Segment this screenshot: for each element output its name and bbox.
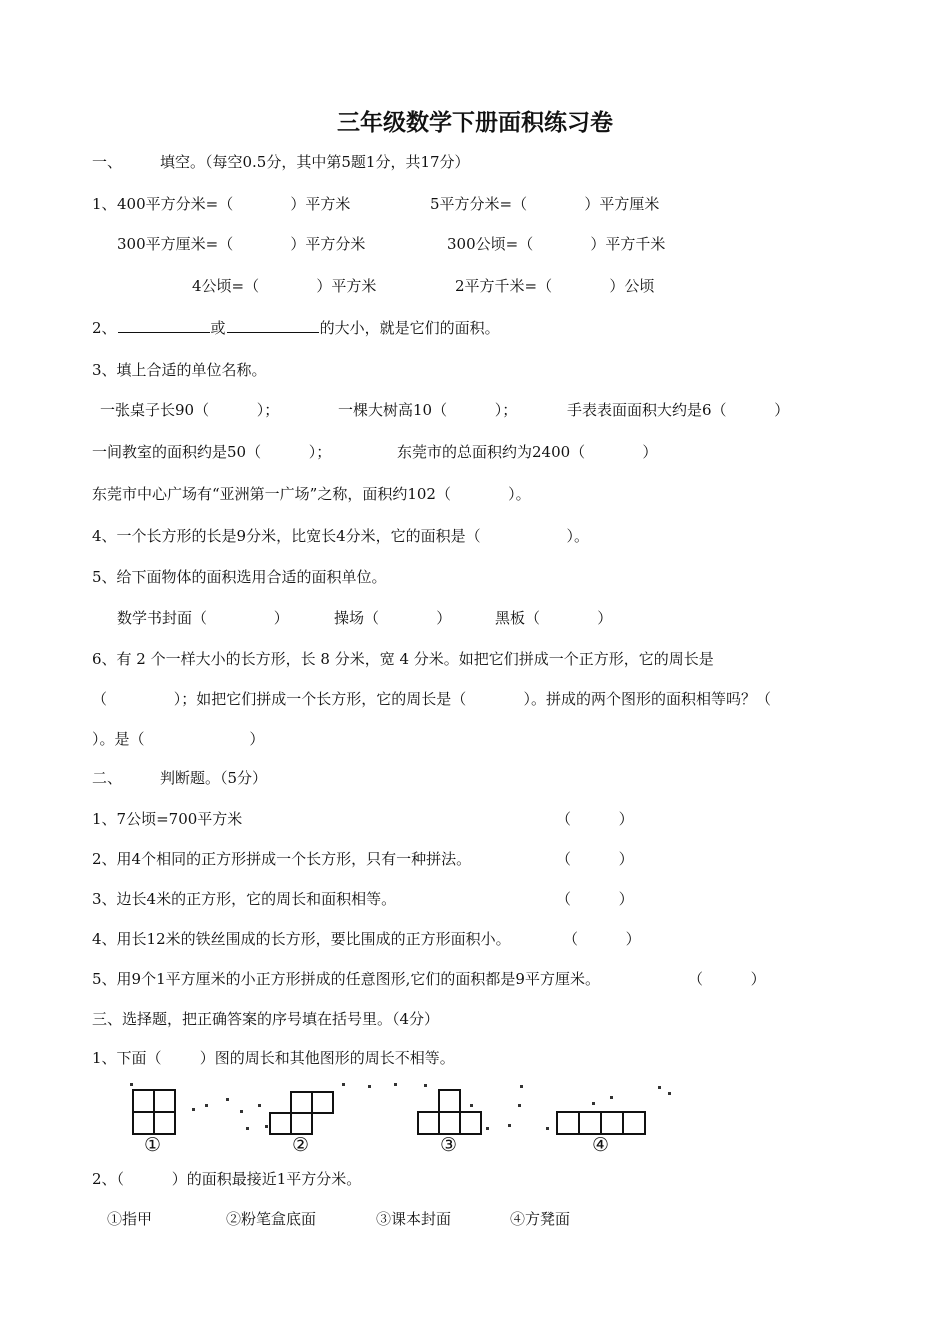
figure-1	[133, 1090, 175, 1134]
q6-line-1: 6、有 2 个一样大小的长方形，长 8 分米，宽 4 分米。如把它们拼成一个正方形，它的周长是	[92, 650, 714, 668]
judge-bracket-3[interactable]: （ ）	[556, 890, 634, 908]
q2-blank-2[interactable]	[227, 318, 319, 333]
q5-item-blackboard: 黑板（ ）	[495, 609, 613, 627]
q3-stem: 3、填上合适的单位名称。	[92, 361, 267, 379]
figure-label-2: ②	[292, 1134, 310, 1156]
judge-bracket-5[interactable]: （ ）	[688, 970, 766, 988]
q1-item-b: 5平方分米=（ ）平方厘米	[430, 195, 660, 213]
option-1[interactable]: ①指甲	[107, 1210, 153, 1228]
figure-2	[270, 1092, 333, 1134]
q1-item-a: 400平方分米=（ ）平方米	[117, 195, 351, 213]
q3-item-city: 东莞市的总面积约为2400（ ）	[397, 443, 658, 461]
section3-heading: 三、选择题，把正确答案的序号填在括号里。（4分）	[92, 1010, 440, 1028]
section2-heading-number: 二、	[92, 769, 123, 787]
q5-item-playground: 操场（ ）	[334, 609, 452, 627]
q3-item-classroom: 一间教室的面积约是50（ ）；	[92, 443, 332, 461]
figures-diagram	[120, 1080, 680, 1140]
q6-line-2: （ ）；如把它们拼成一个长方形，它的周长是（ ）。拼成的两个图形的面积相等吗？（	[92, 690, 771, 708]
q3-item-watch: 手表表面面积大约是6（ ）	[567, 401, 790, 419]
page-title: 三年级数学下册面积练习卷	[337, 110, 613, 136]
judge-item-2: 2、用4个相同的正方形拼成一个长方形，只有一种拼法。	[92, 850, 472, 868]
q4-text: 4、一个长方形的长是9分米，比宽长4分米，它的面积是（ ）。	[92, 527, 589, 545]
figure-label-4: ④	[592, 1134, 610, 1156]
option-4[interactable]: ④方凳面	[510, 1210, 571, 1228]
q2-number: 2、	[92, 319, 117, 337]
option-2[interactable]: ②粉笔盒底面	[226, 1210, 317, 1228]
figure-label-3: ③	[440, 1134, 458, 1156]
q6-line-3: ）。是（ ）	[92, 730, 265, 748]
section1-heading: 填空。（每空0.5分，其中第5题1分，共17分）	[160, 153, 470, 171]
q5-item-book: 数学书封面（ ）	[117, 609, 289, 627]
judge-item-3: 3、边长4米的正方形，它的周长和面积相等。	[92, 890, 397, 908]
figure-label-1: ①	[144, 1134, 162, 1156]
q3-item-square: 东莞市中心广场有“亚洲第一广场”之称，面积约102（ ）。	[92, 485, 531, 503]
q3-item-desk: 一张桌子长90（ ）；	[100, 401, 280, 419]
section2-heading: 判断题。（5分）	[160, 769, 268, 787]
judge-bracket-2[interactable]: （ ）	[556, 850, 634, 868]
judge-item-1: 1、7公顷=700平方米	[92, 810, 243, 828]
judge-bracket-1[interactable]: （ ）	[556, 810, 634, 828]
q2-blank-1[interactable]	[118, 318, 210, 333]
q3-item-tree: 一棵大树高10（ ）；	[338, 401, 518, 419]
q1-number: 1、	[92, 195, 117, 213]
option-3[interactable]: ③课本封面	[376, 1210, 452, 1228]
q2-connector: 或	[210, 319, 226, 337]
judge-item-4: 4、用长12米的铁丝围成的长方形，要比围成的正方形面积小。	[92, 930, 511, 948]
judge-item-5: 5、用9个1平方厘米的小正方形拼成的任意图形,它们的面积都是9平方厘米。	[92, 970, 600, 988]
choice-q1: 1、下面（ ）图的周长和其他图形的周长不相等。	[92, 1049, 455, 1067]
choice-q2: 2、（ ）的面积最接近1平方分米。	[92, 1170, 362, 1188]
q1-item-c: 300平方厘米=（ ）平方分米	[117, 235, 366, 253]
q2-tail: 的大小，就是它们的面积。	[319, 319, 500, 337]
figure-4	[557, 1112, 645, 1134]
q1-item-d: 300公顷=（ ）平方千米	[447, 235, 666, 253]
q5-stem: 5、给下面物体的面积选用合适的面积单位。	[92, 568, 387, 586]
q1-item-f: 2平方千米=（ ）公顷	[455, 277, 655, 295]
q1-item-e: 4公顷=（ ）平方米	[192, 277, 377, 295]
section1-heading-number: 一、	[92, 153, 123, 171]
q2-line	[92, 318, 500, 338]
judge-bracket-4[interactable]: （ ）	[563, 930, 641, 948]
figure-3	[418, 1090, 481, 1134]
